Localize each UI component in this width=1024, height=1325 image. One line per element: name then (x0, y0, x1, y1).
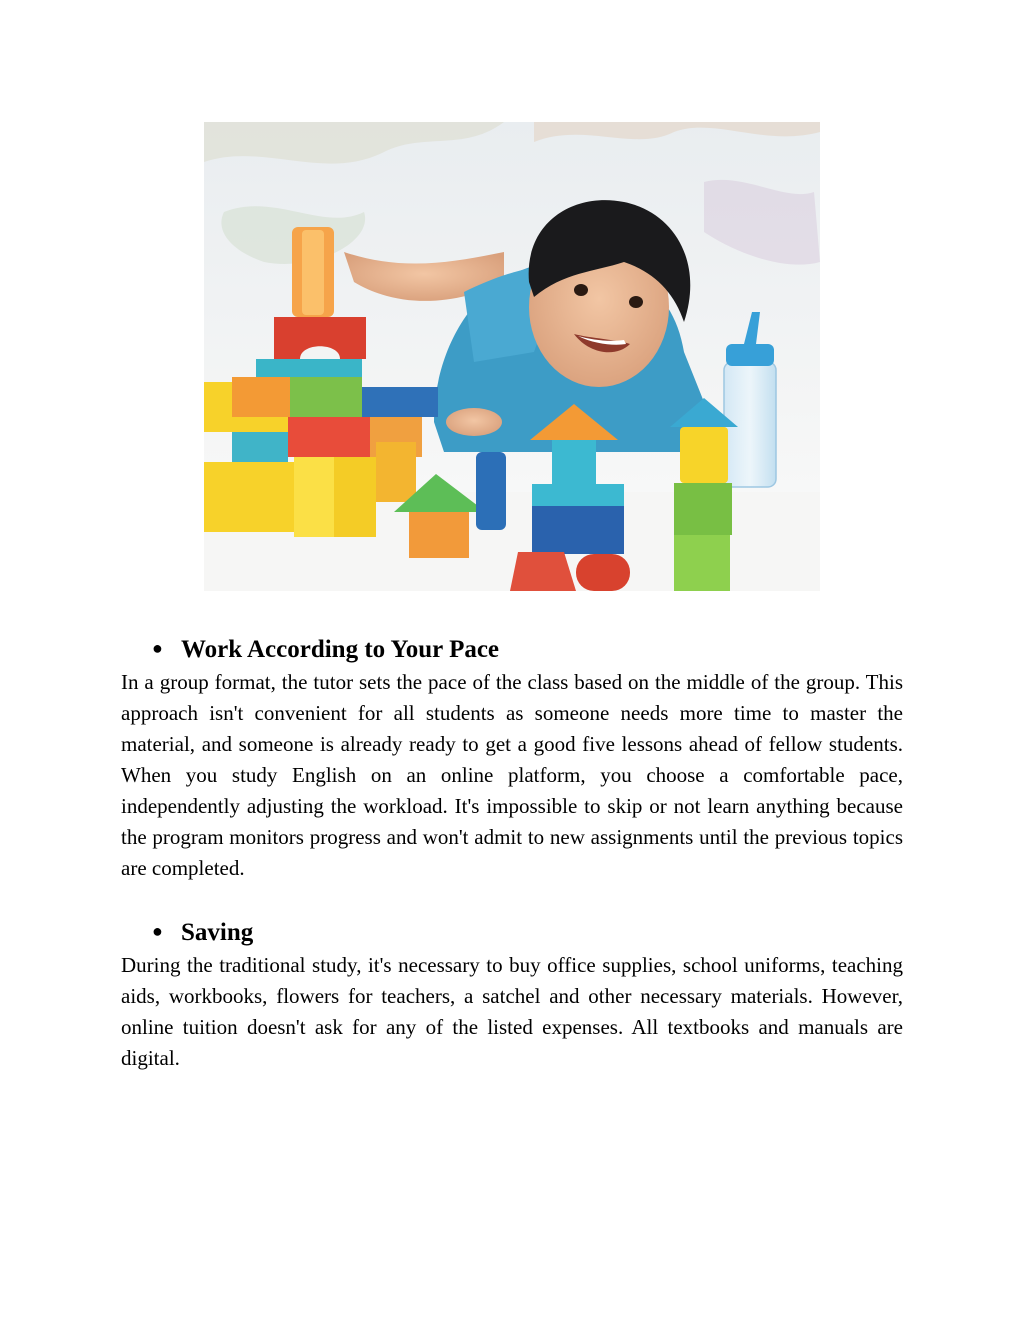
section-heading-text: Work According to Your Pace (181, 636, 500, 663)
section-heading-text: Saving (181, 919, 254, 946)
photo-child-with-blocks (204, 122, 820, 591)
section-paragraph-saving: During the traditional study, it's necessary to buy office supplies, school uniforms, teaching aids, workbooks, flowers for teachers, a satchel and other necessary materials. However, online tuition doesn't ask for any of the listed expenses. All textbooks and manuals are digital. (121, 953, 903, 1070)
bullet-icon: ● (152, 921, 163, 941)
bullet-icon: ● (152, 638, 163, 658)
child-blocks-illustration (204, 122, 820, 591)
section-heading-saving (152, 916, 253, 948)
section-heading-pace (152, 633, 499, 665)
section-paragraph-pace: In a group format, the tutor sets the pace of the class based on the middle of the group. This approach isn't convenient for all students as someone needs more time to master the material, and someone is already ready to get a good five lessons ahead of fellow students. When you study English on an online platform, you choose a comfortable pace, independently adjusting the workload. It's impossible to skip or not learn anything because the program monitors progress and won't admit to new assignments until the previous topics are completed. (121, 670, 903, 880)
